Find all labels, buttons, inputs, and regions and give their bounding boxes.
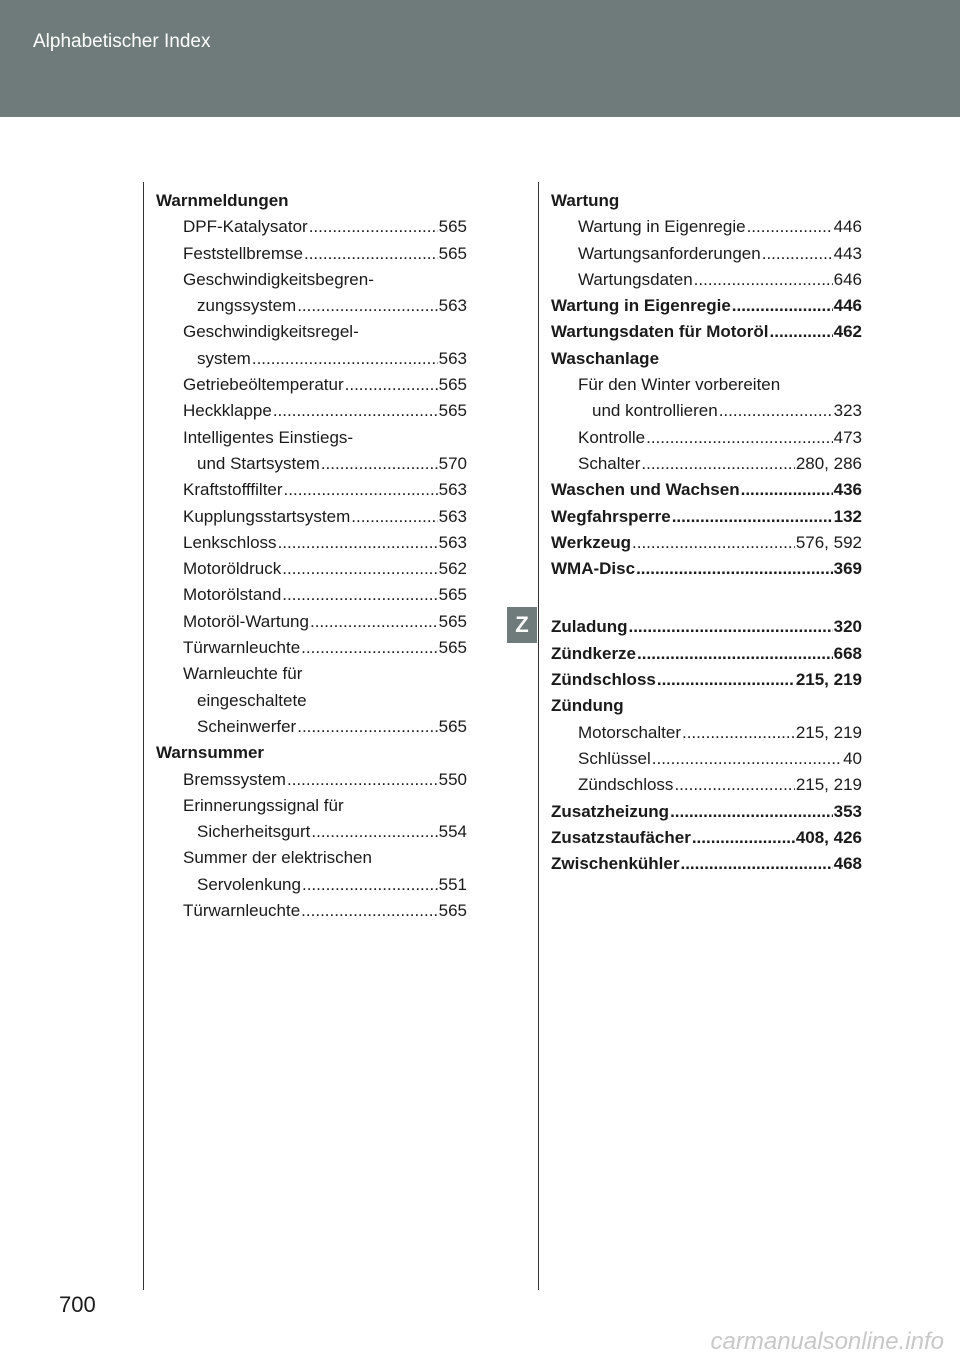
- index-subentry[interactable]: [156, 714, 467, 740]
- index-entry[interactable]: [551, 851, 862, 877]
- index-entry[interactable]: [551, 799, 862, 825]
- entry-page-ref[interactable]: 215, 219: [795, 670, 862, 690]
- dot-leader: [694, 267, 833, 293]
- entry-page-ref[interactable]: 323: [833, 401, 862, 421]
- dot-leader: [321, 451, 438, 477]
- entry-page-ref[interactable]: 565: [438, 401, 467, 421]
- index-subentry[interactable]: [551, 267, 862, 293]
- index-entry: [551, 693, 862, 719]
- entry-term: Kontrolle: [578, 427, 646, 447]
- dot-leader: [311, 819, 437, 845]
- dot-leader: [641, 451, 794, 477]
- entry-term: system: [197, 348, 251, 368]
- dot-leader: [301, 635, 437, 661]
- index-subentry[interactable]: [551, 746, 862, 772]
- entry-page-ref[interactable]: 565: [438, 217, 467, 237]
- index-entry: [551, 188, 862, 214]
- entry-term: Intelligentes Einstiegs-: [183, 427, 354, 447]
- dot-leader: [636, 556, 833, 582]
- header-title: Alphabetischer Index: [33, 31, 211, 52]
- dot-leader: [652, 746, 842, 772]
- entry-term: Servolenkung: [197, 874, 301, 894]
- entry-term: Schalter: [578, 453, 641, 473]
- entry-term: Für den Winter vorbereiten: [578, 375, 781, 395]
- dot-leader: [670, 799, 833, 825]
- dot-leader: [628, 614, 832, 640]
- entry-page-ref[interactable]: 646: [833, 269, 862, 289]
- dot-leader: [762, 241, 833, 267]
- entry-page-ref[interactable]: 40: [843, 748, 862, 768]
- index-subentry: [156, 793, 467, 819]
- entry-term: Kraftstofffilter: [183, 480, 283, 500]
- index-subentry[interactable]: [156, 214, 467, 240]
- letter-tab-z[interactable]: Z: [507, 607, 537, 643]
- index-subentry[interactable]: [551, 425, 862, 451]
- dot-leader: [297, 714, 437, 740]
- entry-page-ref[interactable]: 562: [438, 559, 467, 579]
- entry-term: Warnleuchte für: [183, 664, 303, 684]
- index-subentry[interactable]: [156, 819, 467, 845]
- index-column-right: [551, 188, 862, 877]
- dot-leader: [302, 872, 438, 898]
- dot-leader: [680, 851, 832, 877]
- entry-term: Kupplungsstartsystem: [183, 506, 351, 526]
- index-entry[interactable]: [551, 477, 862, 503]
- dot-leader: [672, 504, 833, 530]
- dot-leader: [287, 767, 438, 793]
- entry-term: Lenkschloss: [183, 532, 277, 552]
- index-subentry: [156, 688, 467, 714]
- dot-leader: [309, 214, 438, 240]
- index-subentry[interactable]: [156, 898, 467, 924]
- entry-page-ref[interactable]: 563: [438, 506, 467, 526]
- entry-page-ref[interactable]: 576, 592: [795, 532, 862, 552]
- dot-leader: [273, 398, 438, 424]
- entry-term: Zusatzstaufächer: [551, 827, 691, 847]
- dot-leader: [278, 530, 438, 556]
- dot-leader: [310, 609, 438, 635]
- index-subentry[interactable]: [156, 767, 467, 793]
- entry-page-ref[interactable]: 565: [438, 611, 467, 631]
- dot-leader: [747, 214, 833, 240]
- index-subentry[interactable]: [156, 241, 467, 267]
- index-subentry[interactable]: [551, 451, 862, 477]
- dot-leader: [351, 504, 437, 530]
- entry-term: WMA-Disc: [551, 559, 636, 579]
- entry-page-ref[interactable]: 353: [833, 801, 862, 821]
- index-subentry[interactable]: [156, 477, 467, 503]
- dot-leader: [345, 372, 438, 398]
- index-subentry[interactable]: [551, 241, 862, 267]
- index-subentry: [156, 319, 467, 345]
- dot-leader: [719, 398, 833, 424]
- index-column-left: [156, 188, 467, 924]
- entry-term: Zündung: [551, 696, 624, 716]
- entry-term: Wartung in Eigenregie: [578, 217, 746, 237]
- entry-term: Summer der elektrischen: [183, 848, 372, 868]
- entry-term: Wartungsdaten für Motoröl: [551, 322, 769, 342]
- entry-page-ref[interactable]: 565: [438, 716, 467, 736]
- dot-leader: [284, 477, 438, 503]
- index-entry[interactable]: [551, 641, 862, 667]
- index-subentry: [156, 267, 467, 293]
- index-subentry[interactable]: [156, 293, 467, 319]
- index-subentry[interactable]: [551, 772, 862, 798]
- dot-leader: [637, 641, 833, 667]
- entry-page-ref[interactable]: 565: [438, 375, 467, 395]
- entry-page-ref[interactable]: 668: [833, 643, 862, 663]
- entry-term: DPF-Katalysator: [183, 217, 308, 237]
- entry-page-ref[interactable]: 443: [833, 243, 862, 263]
- entry-term: Sicherheitsgurt: [197, 822, 311, 842]
- entry-term: Türwarnleuchte: [183, 638, 301, 658]
- entry-term: Erinnerungssignal für: [183, 795, 344, 815]
- index-subentry[interactable]: [156, 872, 467, 898]
- entry-page-ref[interactable]: 280, 286: [795, 453, 862, 473]
- entry-page-ref[interactable]: 565: [438, 585, 467, 605]
- entry-term: Wegfahrsperre: [551, 506, 671, 526]
- entry-term: Zündkerze: [551, 643, 637, 663]
- index-subentry: [156, 425, 467, 451]
- entry-term: Motoröldruck: [183, 559, 282, 579]
- entry-page-ref[interactable]: 320: [833, 617, 862, 637]
- index-entry[interactable]: [551, 825, 862, 851]
- dot-leader: [682, 720, 795, 746]
- entry-term: Motorschalter: [578, 722, 681, 742]
- index-entry: [156, 740, 467, 766]
- entry-page-ref[interactable]: 563: [438, 480, 467, 500]
- index-subentry[interactable]: [156, 635, 467, 661]
- entry-page-ref[interactable]: 565: [438, 243, 467, 263]
- index-entry[interactable]: [551, 667, 862, 693]
- entry-term: Wartung: [551, 191, 620, 210]
- entry-page-ref[interactable]: 436: [833, 480, 862, 500]
- entry-page-ref[interactable]: 468: [833, 854, 862, 874]
- entry-term: und kontrollieren: [592, 401, 718, 421]
- entry-term: Zusatzheizung: [551, 801, 670, 821]
- index-subentry[interactable]: [156, 398, 467, 424]
- dot-leader: [297, 293, 437, 319]
- entry-term: Warnmeldungen: [156, 191, 289, 210]
- entry-term: Schlüssel: [578, 748, 651, 768]
- watermark: carmanualsonline.info: [710, 1328, 944, 1355]
- entry-term: Getriebeöltemperatur: [183, 375, 344, 395]
- index-entry[interactable]: [551, 530, 862, 556]
- index-subentry[interactable]: [156, 530, 467, 556]
- index-entry: [551, 346, 862, 372]
- entry-term: Türwarnleuchte: [183, 901, 301, 921]
- index-subentry: [156, 661, 467, 687]
- index-subentry[interactable]: [156, 609, 467, 635]
- entry-page-ref[interactable]: 473: [833, 427, 862, 447]
- index-entry: [156, 188, 467, 214]
- entry-term: Scheinwerfer: [197, 716, 297, 736]
- entry-page-ref[interactable]: 565: [438, 638, 467, 658]
- entry-page-ref[interactable]: 446: [833, 217, 862, 237]
- index-entry[interactable]: [551, 614, 862, 640]
- dot-leader: [646, 425, 833, 451]
- dot-leader: [732, 293, 833, 319]
- index-entry[interactable]: [551, 293, 862, 319]
- entry-page-ref[interactable]: 215, 219: [795, 775, 862, 795]
- dot-leader: [770, 319, 833, 345]
- entry-page-ref[interactable]: 408, 426: [795, 827, 862, 847]
- entry-page-ref[interactable]: 563: [438, 532, 467, 552]
- entry-term: Wartungsdaten: [578, 269, 693, 289]
- entry-term: Wartung in Eigenregie: [551, 296, 731, 316]
- entry-term: Motoröl-Wartung: [183, 611, 309, 631]
- entry-term: zungssystem: [197, 296, 297, 316]
- entry-term: Zuladung: [551, 617, 628, 637]
- entry-term: Geschwindigkeitsbegren-: [183, 269, 374, 289]
- entry-page-ref[interactable]: 554: [438, 822, 467, 842]
- index-subentry: [551, 372, 862, 398]
- index-subentry[interactable]: [156, 504, 467, 530]
- index-subentry[interactable]: [156, 556, 467, 582]
- index-subentry[interactable]: [551, 214, 862, 240]
- dot-leader: [657, 667, 795, 693]
- entry-page-ref[interactable]: 570: [438, 453, 467, 473]
- dot-leader: [304, 241, 438, 267]
- entry-page-ref[interactable]: 565: [438, 901, 467, 921]
- dot-leader: [741, 477, 833, 503]
- entry-term: Zündschloss: [578, 775, 674, 795]
- index-entry[interactable]: [551, 319, 862, 345]
- entry-term: Werkzeug: [551, 532, 631, 552]
- entry-term: Geschwindigkeitsregel-: [183, 322, 359, 342]
- entry-term: Feststellbremse: [183, 243, 303, 263]
- entry-page-ref[interactable]: 563: [438, 296, 467, 316]
- dot-leader: [252, 346, 438, 372]
- entry-page-ref[interactable]: 563: [438, 348, 467, 368]
- index-subentry[interactable]: [156, 582, 467, 608]
- index-subentry[interactable]: [551, 720, 862, 746]
- entry-page-ref[interactable]: 215, 219: [795, 722, 862, 742]
- entry-page-ref[interactable]: 369: [833, 559, 862, 579]
- entry-page-ref[interactable]: 446: [833, 296, 862, 316]
- column-divider-left: [143, 182, 144, 1290]
- entry-page-ref[interactable]: 132: [833, 506, 862, 526]
- entry-term: Heckklappe: [183, 401, 272, 421]
- dot-leader: [301, 898, 437, 924]
- dot-leader: [632, 530, 795, 556]
- page-header: [0, 0, 960, 117]
- index-subentry: [156, 845, 467, 871]
- index-entry[interactable]: [551, 556, 862, 582]
- column-divider-right: [538, 182, 539, 1290]
- index-entry[interactable]: [551, 504, 862, 530]
- entry-page-ref[interactable]: 550: [438, 769, 467, 789]
- entry-term: Waschanlage: [551, 348, 660, 368]
- dot-leader: [692, 825, 795, 851]
- entry-page-ref[interactable]: 462: [833, 322, 862, 342]
- entry-term: Zwischenkühler: [551, 854, 680, 874]
- entry-page-ref[interactable]: 551: [438, 874, 467, 894]
- dot-leader: [282, 556, 437, 582]
- entry-term: Warnsummer: [156, 743, 265, 763]
- entry-term: Wartungsanforderungen: [578, 243, 761, 263]
- entry-term: Waschen und Wachsen: [551, 480, 740, 500]
- entry-term: und Startsystem: [197, 453, 320, 473]
- index-subentry[interactable]: [551, 398, 862, 424]
- page-number: 700: [59, 1292, 96, 1317]
- dot-leader: [282, 582, 437, 608]
- entry-term: Motorölstand: [183, 585, 282, 605]
- dot-leader: [674, 772, 794, 798]
- index-subentry[interactable]: [156, 372, 467, 398]
- entry-term: eingeschaltete: [197, 690, 307, 710]
- entry-term: Zündschloss: [551, 670, 656, 690]
- index-subentry[interactable]: [156, 451, 467, 477]
- index-subentry[interactable]: [156, 346, 467, 372]
- entry-term: Bremssystem: [183, 769, 286, 789]
